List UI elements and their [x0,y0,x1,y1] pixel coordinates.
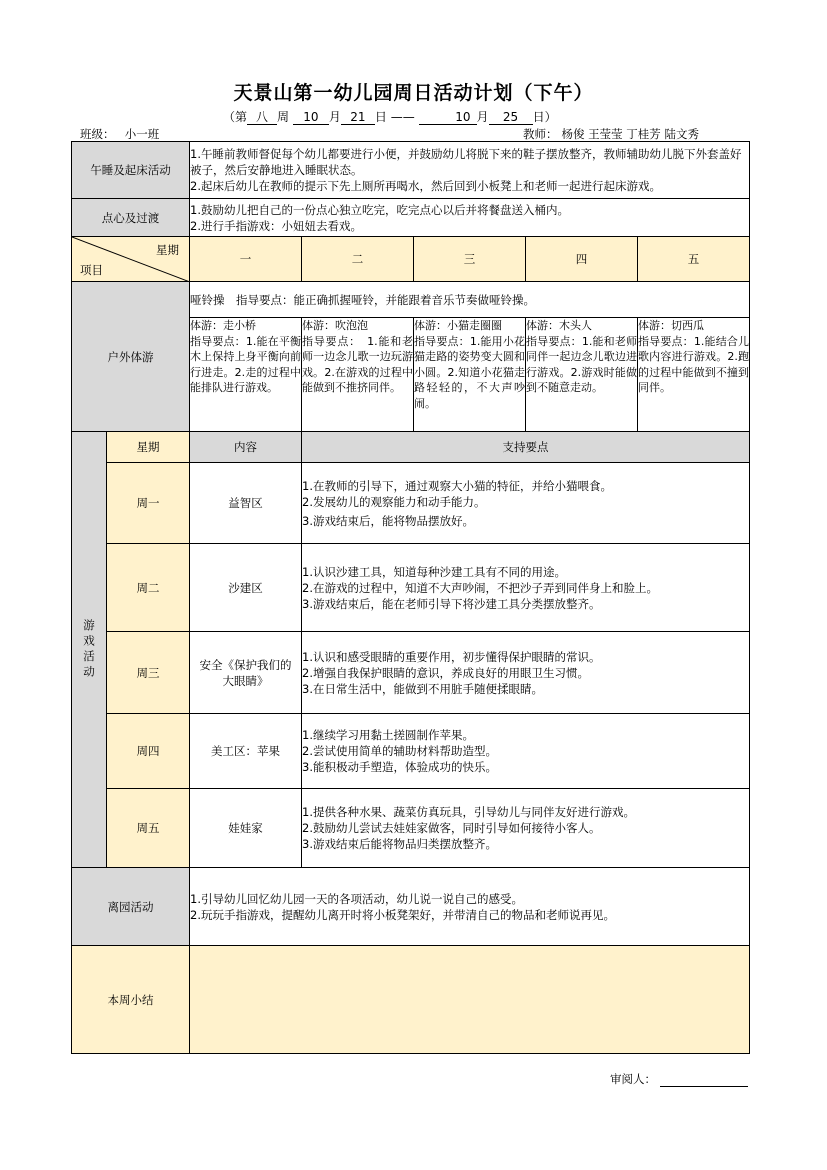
point-3: 3.能积极动手塑造，体验成功的快乐。 [302,760,497,774]
game-name: 体游：切西瓜 [638,319,704,332]
game-name: 体游：走小桥 [190,319,256,332]
activity-plan-table [71,141,750,1054]
game-name: 体游：木头人 [526,319,592,332]
games-content: 安全《保护我们的大眼睛》 [190,632,302,714]
outdoor-game-mon [190,318,302,432]
end-month: 10 [419,111,477,125]
games-points [302,544,750,632]
games-points [302,632,750,714]
row-games-header [72,432,750,463]
games-row-mon [72,463,750,544]
outdoor-game-thu [526,318,638,432]
day-tue: 二 [302,237,414,282]
date-suffix: 日） [532,110,557,124]
outdoor-label: 户外体游 [72,282,190,432]
point-2: 2.鼓励幼儿尝试去娃娃家做客，同时引导如何接待小客人。 [302,821,601,835]
nap-content [190,142,750,199]
nap-line-2: 2.起床后幼儿在教师的提示下先上厕所再喝水，然后回到小板凳上和老师一起进行起床游戏。 [190,179,661,193]
games-section-label [72,432,107,868]
day-label: 日 [374,110,387,124]
page-title: 天景山第一幼儿园周日活动计划（下午） [233,82,594,104]
games-day: 周四 [107,714,190,789]
start-month: 10 [293,111,329,125]
corner-weekday-label: 星期 [156,243,179,257]
col-day-header: 星期 [107,432,190,463]
snack-line-2: 2.进行手指游戏：小妞妞去看戏。 [190,218,362,233]
game-name: 体游：小猫走圈圈 [414,319,502,332]
snack-line-1: 1.鼓励幼儿把自己的一份点心独立吃完，吃完点心以后并将餐盘送入桶内。 [190,202,569,217]
games-row-wed [72,632,750,714]
point-3: 3.游戏结束后，能将物品摆放好。 [302,513,474,528]
snack-content [190,199,750,237]
outdoor-common: 哑铃操 指导要点：能正确抓握哑铃，并能跟着音乐节奏做哑铃操。 [190,282,750,318]
teacher-info [523,126,703,142]
games-day: 周一 [107,463,190,544]
week-label: 周 [277,110,290,124]
outdoor-game-wed [414,318,526,432]
games-section-text: 游戏活动 [82,618,96,681]
games-row-fri [72,789,750,868]
class-label: 班级： [80,127,115,141]
range-dash: —— [390,110,415,124]
game-points: 指导要点：1.能在平衡木上保持上身平衡向前行进走。2.走的过程中能排队进行游戏。 [190,334,301,394]
leaving-line-1: 1.引导幼儿回忆幼儿园一天的各项活动，幼儿说一说自己的感受。 [190,891,523,906]
game-points: 指导要点：1.能结合儿歌内容进行游戏。2.跑的过程中能做到不撞到同伴。 [638,334,750,394]
point-1: 1.继续学习用黏土搓圆制作苹果。 [302,728,474,742]
point-1: 1.提供各种水果、蔬菜仿真玩具，引导幼儿与同伴友好进行游戏。 [302,805,635,819]
games-points [302,714,750,789]
games-points [302,789,750,868]
games-content: 娃娃家 [190,789,302,868]
end-day: 25 [489,111,533,125]
corner-item-label: 项目 [80,263,103,277]
row-snack [72,199,750,237]
leaving-content [190,868,750,946]
games-content: 益智区 [190,463,302,544]
start-day: 21 [341,111,375,125]
reviewer-signature-field[interactable] [660,1074,748,1087]
game-points: 指导要点： 1.能和老师一边念儿歌一边玩游戏。2.在游戏的过程中能做到不推挤同伴。 [302,334,413,394]
games-content: 沙建区 [190,544,302,632]
day-wed: 三 [414,237,526,282]
corner-cell [72,237,190,282]
day-fri: 五 [638,237,750,282]
point-1: 1.认识沙建工具，知道每种沙建工具有不同的用途。 [302,564,566,579]
row-leaving [72,868,750,946]
games-row-thu [72,714,750,789]
summary-label: 本周小结 [72,946,190,1054]
summary-input[interactable] [190,946,750,1054]
outdoor-game-tue [302,318,414,432]
month-label: 月 [328,110,341,124]
col-content-header: 内容 [190,432,302,463]
point-2: 2.尝试使用简单的辅助材料帮助造型。 [302,744,497,758]
point-2: 2.发展幼儿的观察能力和动手能力。 [302,494,486,509]
row-outdoor-common [72,282,750,318]
leaving-line-2: 2.玩玩手指游戏，提醒幼儿离开时将小板凳架好，并带清自己的物品和老师说再见。 [190,907,615,922]
row-weekday-header [72,237,750,282]
point-3: 3.在日常生活中，能做到不用脏手随便揉眼睛。 [302,681,543,696]
day-thu: 四 [526,237,638,282]
month-label-2: 月 [476,110,489,124]
snack-label: 点心及过渡 [72,199,190,237]
point-1: 1.在教师的引导下，通过观察大小猫的特征，并给小猫喂食。 [302,478,612,493]
point-2: 2.在游戏的过程中，知道不大声吵闹，不把沙子弄到同伴身上和脸上。 [302,580,658,595]
games-row-tue [72,544,750,632]
game-points: 指导要点：1.能和老师同伴一起边念儿歌边进行游戏。2.游戏时能做到不随意走动。 [526,334,637,394]
col-support-header: 支持要点 [302,432,750,463]
game-points: 指导要点：1.能用小花猫走路的姿势变大圆和小圆。2.知道小花猫走路轻轻的，不大声吵闹。 [414,334,525,410]
week-prefix: （第 [223,110,248,124]
day-mon: 一 [190,237,302,282]
date-range [223,108,557,125]
point-3: 3.游戏结束后能将物品归类摆放整齐。 [302,837,497,851]
point-1: 1.认识和感受眼睛的重要作用，初步懂得保护眼睛的常识。 [302,649,601,664]
nap-line-1: 1.午睡前教师督促每个幼儿都要进行小便，并鼓励幼儿将脱下来的鞋子摆放整齐，教师辅助幼儿脱下外套盖好被子，然后安静地进入睡眠状态。 [190,147,742,177]
week-number: 八 [247,111,277,125]
teacher-value: 杨俊 王莹莹 丁桂芳 陆文秀 [558,128,703,142]
class-value: 小一班 [115,128,170,142]
nap-label: 午睡及起床活动 [72,142,190,199]
outdoor-game-fri [638,318,750,432]
reviewer-label: 审阅人： [610,1072,656,1086]
games-day: 周五 [107,789,190,868]
class-info [80,126,170,142]
games-points [302,463,750,544]
game-name: 体游：吹泡泡 [302,319,368,332]
leaving-label: 离园活动 [72,868,190,946]
row-nap [72,142,750,199]
games-day: 周三 [107,632,190,714]
games-content: 美工区：苹果 [190,714,302,789]
point-3: 3.游戏结束后，能在老师引导下将沙建工具分类摆放整齐。 [302,596,601,611]
reviewer [610,1071,748,1087]
teacher-label: 教师： [523,127,558,141]
row-summary [72,946,750,1054]
point-2: 2.增强自我保护眼睛的意识，养成良好的用眼卫生习惯。 [302,665,589,680]
games-day: 周二 [107,544,190,632]
